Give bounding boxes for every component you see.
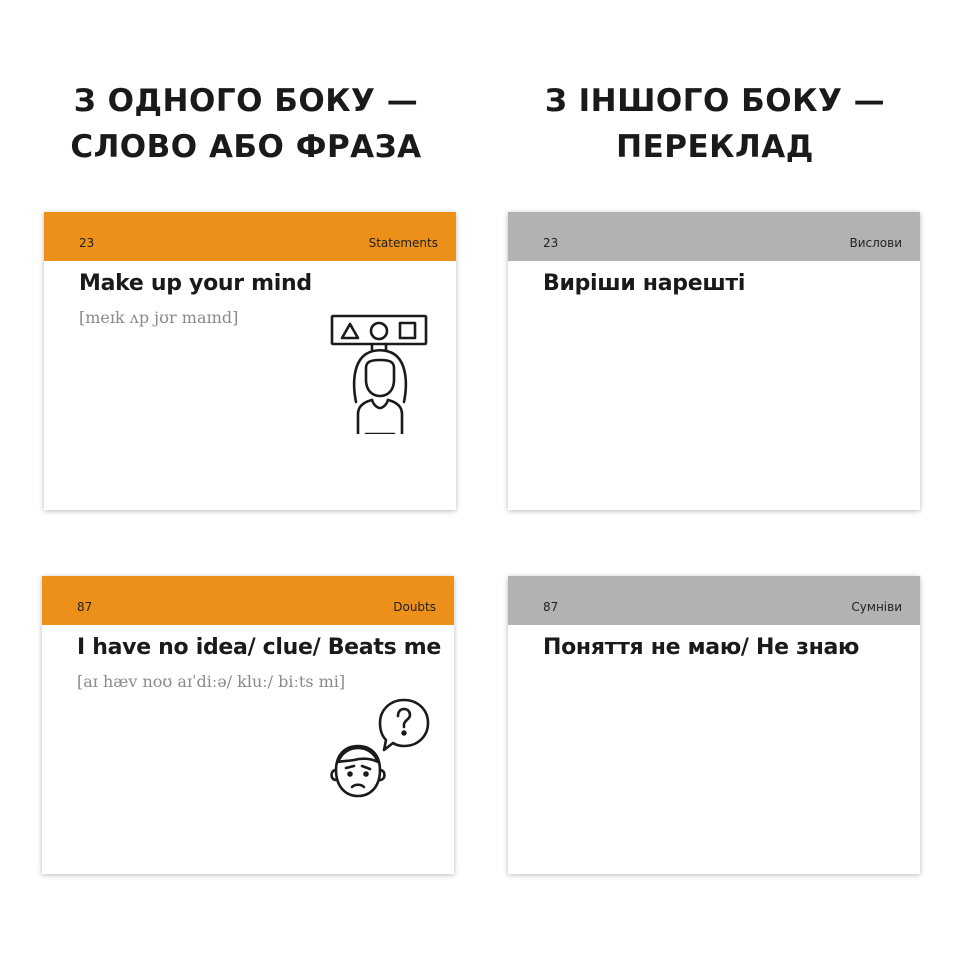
front-side-heading-line-2: СЛОВО АБО ФРАЗА xyxy=(70,129,422,165)
card-header xyxy=(44,212,456,261)
card-category: Doubts xyxy=(393,600,436,614)
person-choosing-shapes-icon xyxy=(330,312,430,434)
flashcard-front-23[interactable] xyxy=(44,212,456,510)
front-side-heading xyxy=(36,78,456,170)
back-side-heading xyxy=(505,78,925,170)
card-transcription: [meɪk ʌp jʊr maɪnd] xyxy=(79,308,239,327)
card-translation: Виріши нарешті xyxy=(543,271,746,296)
card-number: 23 xyxy=(543,236,559,250)
card-number: 23 xyxy=(79,236,95,250)
card-header xyxy=(42,576,454,625)
card-phrase: I have no idea/ clue/ Beats me xyxy=(77,635,441,660)
card-category: Сумніви xyxy=(851,600,902,614)
card-transcription: [aɪ hæv noʊ aɪˈdiːə/ kluː/ biːts mi] xyxy=(77,672,346,691)
card-category: Вислови xyxy=(849,236,902,250)
card-phrase: Make up your mind xyxy=(79,271,312,296)
card-category: Statements xyxy=(368,236,438,250)
confused-person-question-icon xyxy=(324,696,434,808)
card-header xyxy=(508,576,920,625)
back-side-heading-line-1: З ІНШОГО БОКУ — xyxy=(544,83,886,119)
front-side-heading-line-1: З ОДНОГО БОКУ — xyxy=(73,83,419,119)
card-header xyxy=(508,212,920,261)
flashcard-back-87[interactable] xyxy=(508,576,920,874)
flashcard-back-23[interactable] xyxy=(508,212,920,510)
card-number: 87 xyxy=(77,600,93,614)
card-number: 87 xyxy=(543,600,559,614)
flashcard-front-87[interactable] xyxy=(42,576,454,874)
card-translation: Поняття не маю/ Не знаю xyxy=(543,635,860,660)
back-side-heading-line-2: ПЕРЕКЛАД xyxy=(616,129,814,165)
